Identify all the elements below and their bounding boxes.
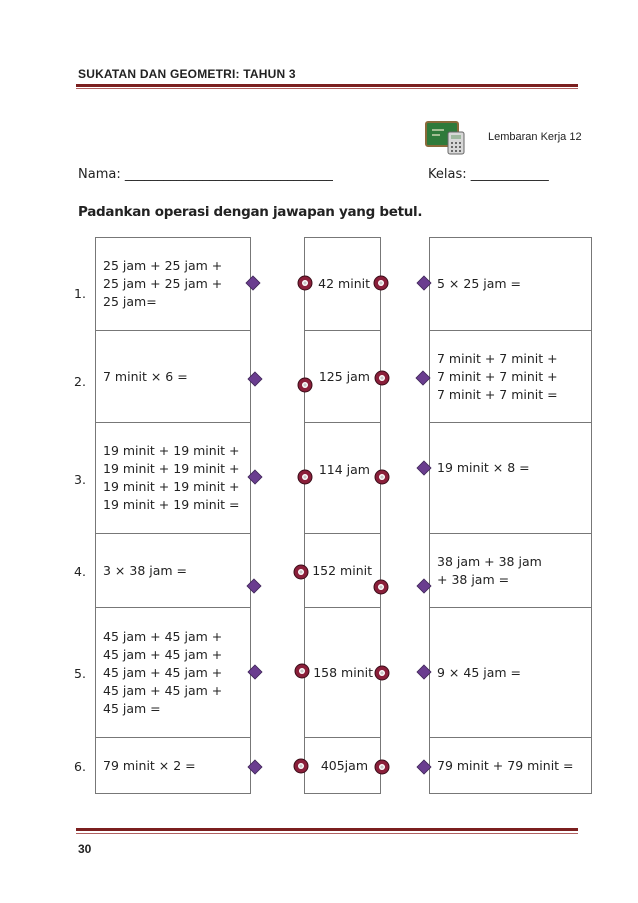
middle-cell-3: 114 jam <box>305 423 381 534</box>
middle-right-ring-marker-3[interactable] <box>375 470 389 484</box>
middle-right-ring-marker-2[interactable] <box>375 371 389 385</box>
middle-cell-4: 152 minit <box>305 534 381 608</box>
left-diamond-marker-4[interactable] <box>247 579 261 593</box>
row-number-6: 6. <box>74 759 86 774</box>
right-cell-1: 5 × 25 jam = <box>430 238 592 331</box>
middle-left-ring-marker-3[interactable] <box>298 470 312 484</box>
middle-left-ring-marker-1[interactable] <box>298 276 312 290</box>
middle-right-ring-marker-1[interactable] <box>374 276 388 290</box>
right-diamond-marker-3[interactable] <box>417 461 431 475</box>
left-cell-6: 79 minit × 2 = <box>96 738 251 794</box>
right-diamond-marker-6[interactable] <box>417 760 431 774</box>
middle-left-ring-marker-4[interactable] <box>294 565 308 579</box>
middle-left-ring-marker-2[interactable] <box>298 378 312 392</box>
right-diamond-marker-4[interactable] <box>417 579 431 593</box>
page-number: 30 <box>78 842 92 856</box>
left-diamond-marker-6[interactable] <box>248 760 262 774</box>
footer-rule <box>76 828 578 831</box>
footer-rule-thin <box>76 833 578 834</box>
left-cell-5: 45 jam + 45 jam + 45 jam + 45 jam + 45 jam + 45 jam + 45 jam + 45 jam + 45 jam = <box>96 608 251 738</box>
middle-cell-6: 405jam <box>305 738 381 794</box>
left-cell-1: 25 jam + 25 jam + 25 jam + 25 jam + 25 jam= <box>96 238 251 331</box>
middle-cell-2: 125 jam <box>305 331 381 423</box>
row-number-1: 1. <box>74 286 86 301</box>
row-number-5: 5. <box>74 666 86 681</box>
middle-cell-5: 158 minit <box>305 608 381 738</box>
left-cell-3: 19 minit + 19 minit + 19 minit + 19 minit + 19 minit + 19 minit + 19 minit + 19 minit = <box>96 423 251 534</box>
right-diamond-marker-5[interactable] <box>417 665 431 679</box>
left-diamond-marker-5[interactable] <box>248 665 262 679</box>
row-number-3: 3. <box>74 472 86 487</box>
right-cell-5: 9 × 45 jam = <box>430 608 592 738</box>
class-field: Kelas: ____________ <box>428 167 549 182</box>
left-cell-2: 7 minit × 6 = <box>96 331 251 423</box>
header-title: SUKATAN DAN GEOMETRI: TAHUN 3 <box>78 67 296 81</box>
row-number-2: 2. <box>74 374 86 389</box>
right-diamond-marker-1[interactable] <box>417 276 431 290</box>
name-field: Nama: ________________________________ <box>78 167 333 182</box>
right-cell-6: 79 minit + 79 minit = <box>430 738 592 794</box>
right-cell-3: 19 minit × 8 = <box>430 423 592 534</box>
left-diamond-marker-3[interactable] <box>248 470 262 484</box>
left-cell-4: 3 × 38 jam = <box>96 534 251 608</box>
middle-right-ring-marker-5[interactable] <box>375 666 389 680</box>
middle-right-ring-marker-6[interactable] <box>375 760 389 774</box>
left-diamond-marker-2[interactable] <box>248 372 262 386</box>
right-cell-2: 7 minit + 7 minit + 7 minit + 7 minit + 7 minit + 7 minit = <box>430 331 592 423</box>
row-number-4: 4. <box>74 564 86 579</box>
middle-right-ring-marker-4[interactable] <box>374 580 388 594</box>
middle-left-ring-marker-5[interactable] <box>295 664 309 678</box>
right-cell-4: 38 jam + 38 jam + 38 jam = <box>430 534 592 608</box>
left-diamond-marker-1[interactable] <box>246 276 260 290</box>
middle-cell-1: 42 minit <box>305 238 381 331</box>
instruction: Padankan operasi dengan jawapan yang betul. <box>78 204 423 220</box>
worksheet-label: Lembaran Kerja 12 <box>488 131 582 143</box>
middle-left-ring-marker-6[interactable] <box>294 759 308 773</box>
right-diamond-marker-2[interactable] <box>416 371 430 385</box>
